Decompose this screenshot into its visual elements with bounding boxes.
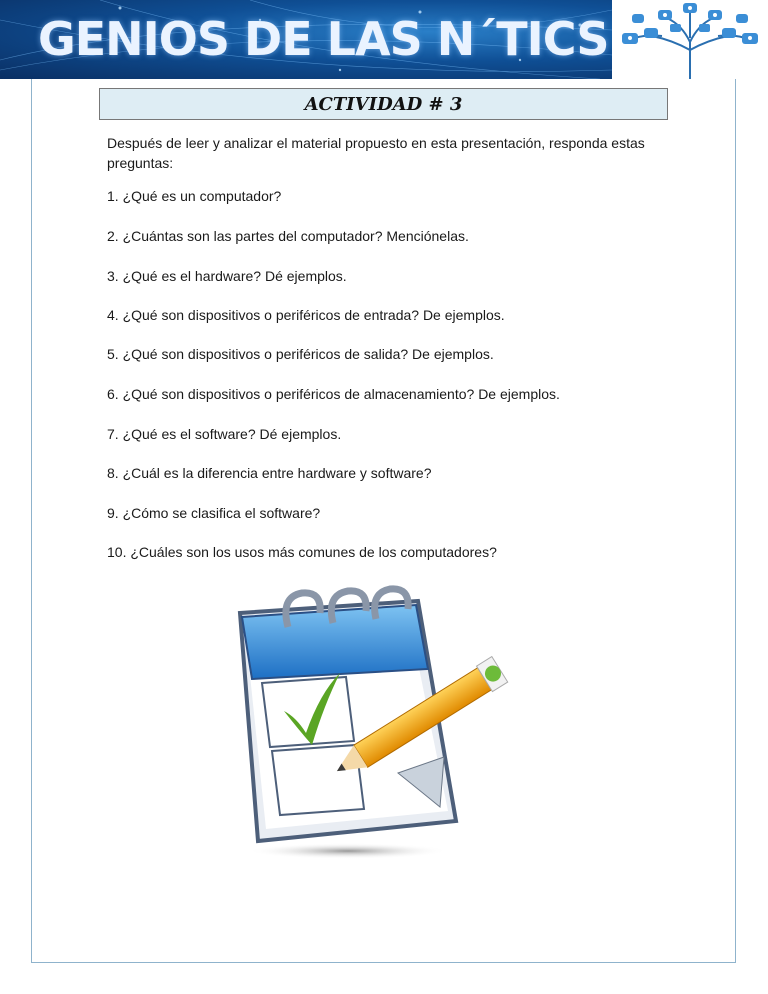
technology-tree-icon — [612, 0, 768, 79]
activity-title: ACTIVIDAD # 3 — [304, 93, 463, 115]
question-item: 4. ¿Qué son dispositivos o periféricos de entrada? De ejemplos. — [107, 307, 505, 323]
question-item: 10. ¿Cuáles son los usos más comunes de los computadores? — [107, 544, 497, 560]
question-item: 6. ¿Qué son dispositivos o periféricos de almacenamiento? De ejemplos. — [107, 386, 560, 402]
question-item: 3. ¿Qué es el hardware? Dé ejemplos. — [107, 268, 347, 284]
question-item: 8. ¿Cuál es la diferencia entre hardware y software? — [107, 465, 432, 481]
intro-paragraph: Después de leer y analizar el material propuesto en esta presentación, responda estas preguntas: — [107, 135, 645, 171]
question-item: 5. ¿Qué son dispositivos o periféricos de salida? De ejemplos. — [107, 346, 494, 362]
checklist-pencil-icon — [228, 583, 548, 868]
banner-title: GENIOS DE LAS N´TICS — [38, 12, 609, 66]
question-item: 2. ¿Cuántas son las partes del computador? Menciónelas. — [107, 228, 469, 244]
question-item: 7. ¿Qué es el software? Dé ejemplos. — [107, 426, 342, 442]
question-item: 9. ¿Cómo se clasifica el software? — [107, 505, 321, 521]
activity-heading-box — [99, 88, 668, 120]
header-banner — [0, 0, 612, 79]
question-item: 1. ¿Qué es un computador? — [107, 188, 282, 204]
